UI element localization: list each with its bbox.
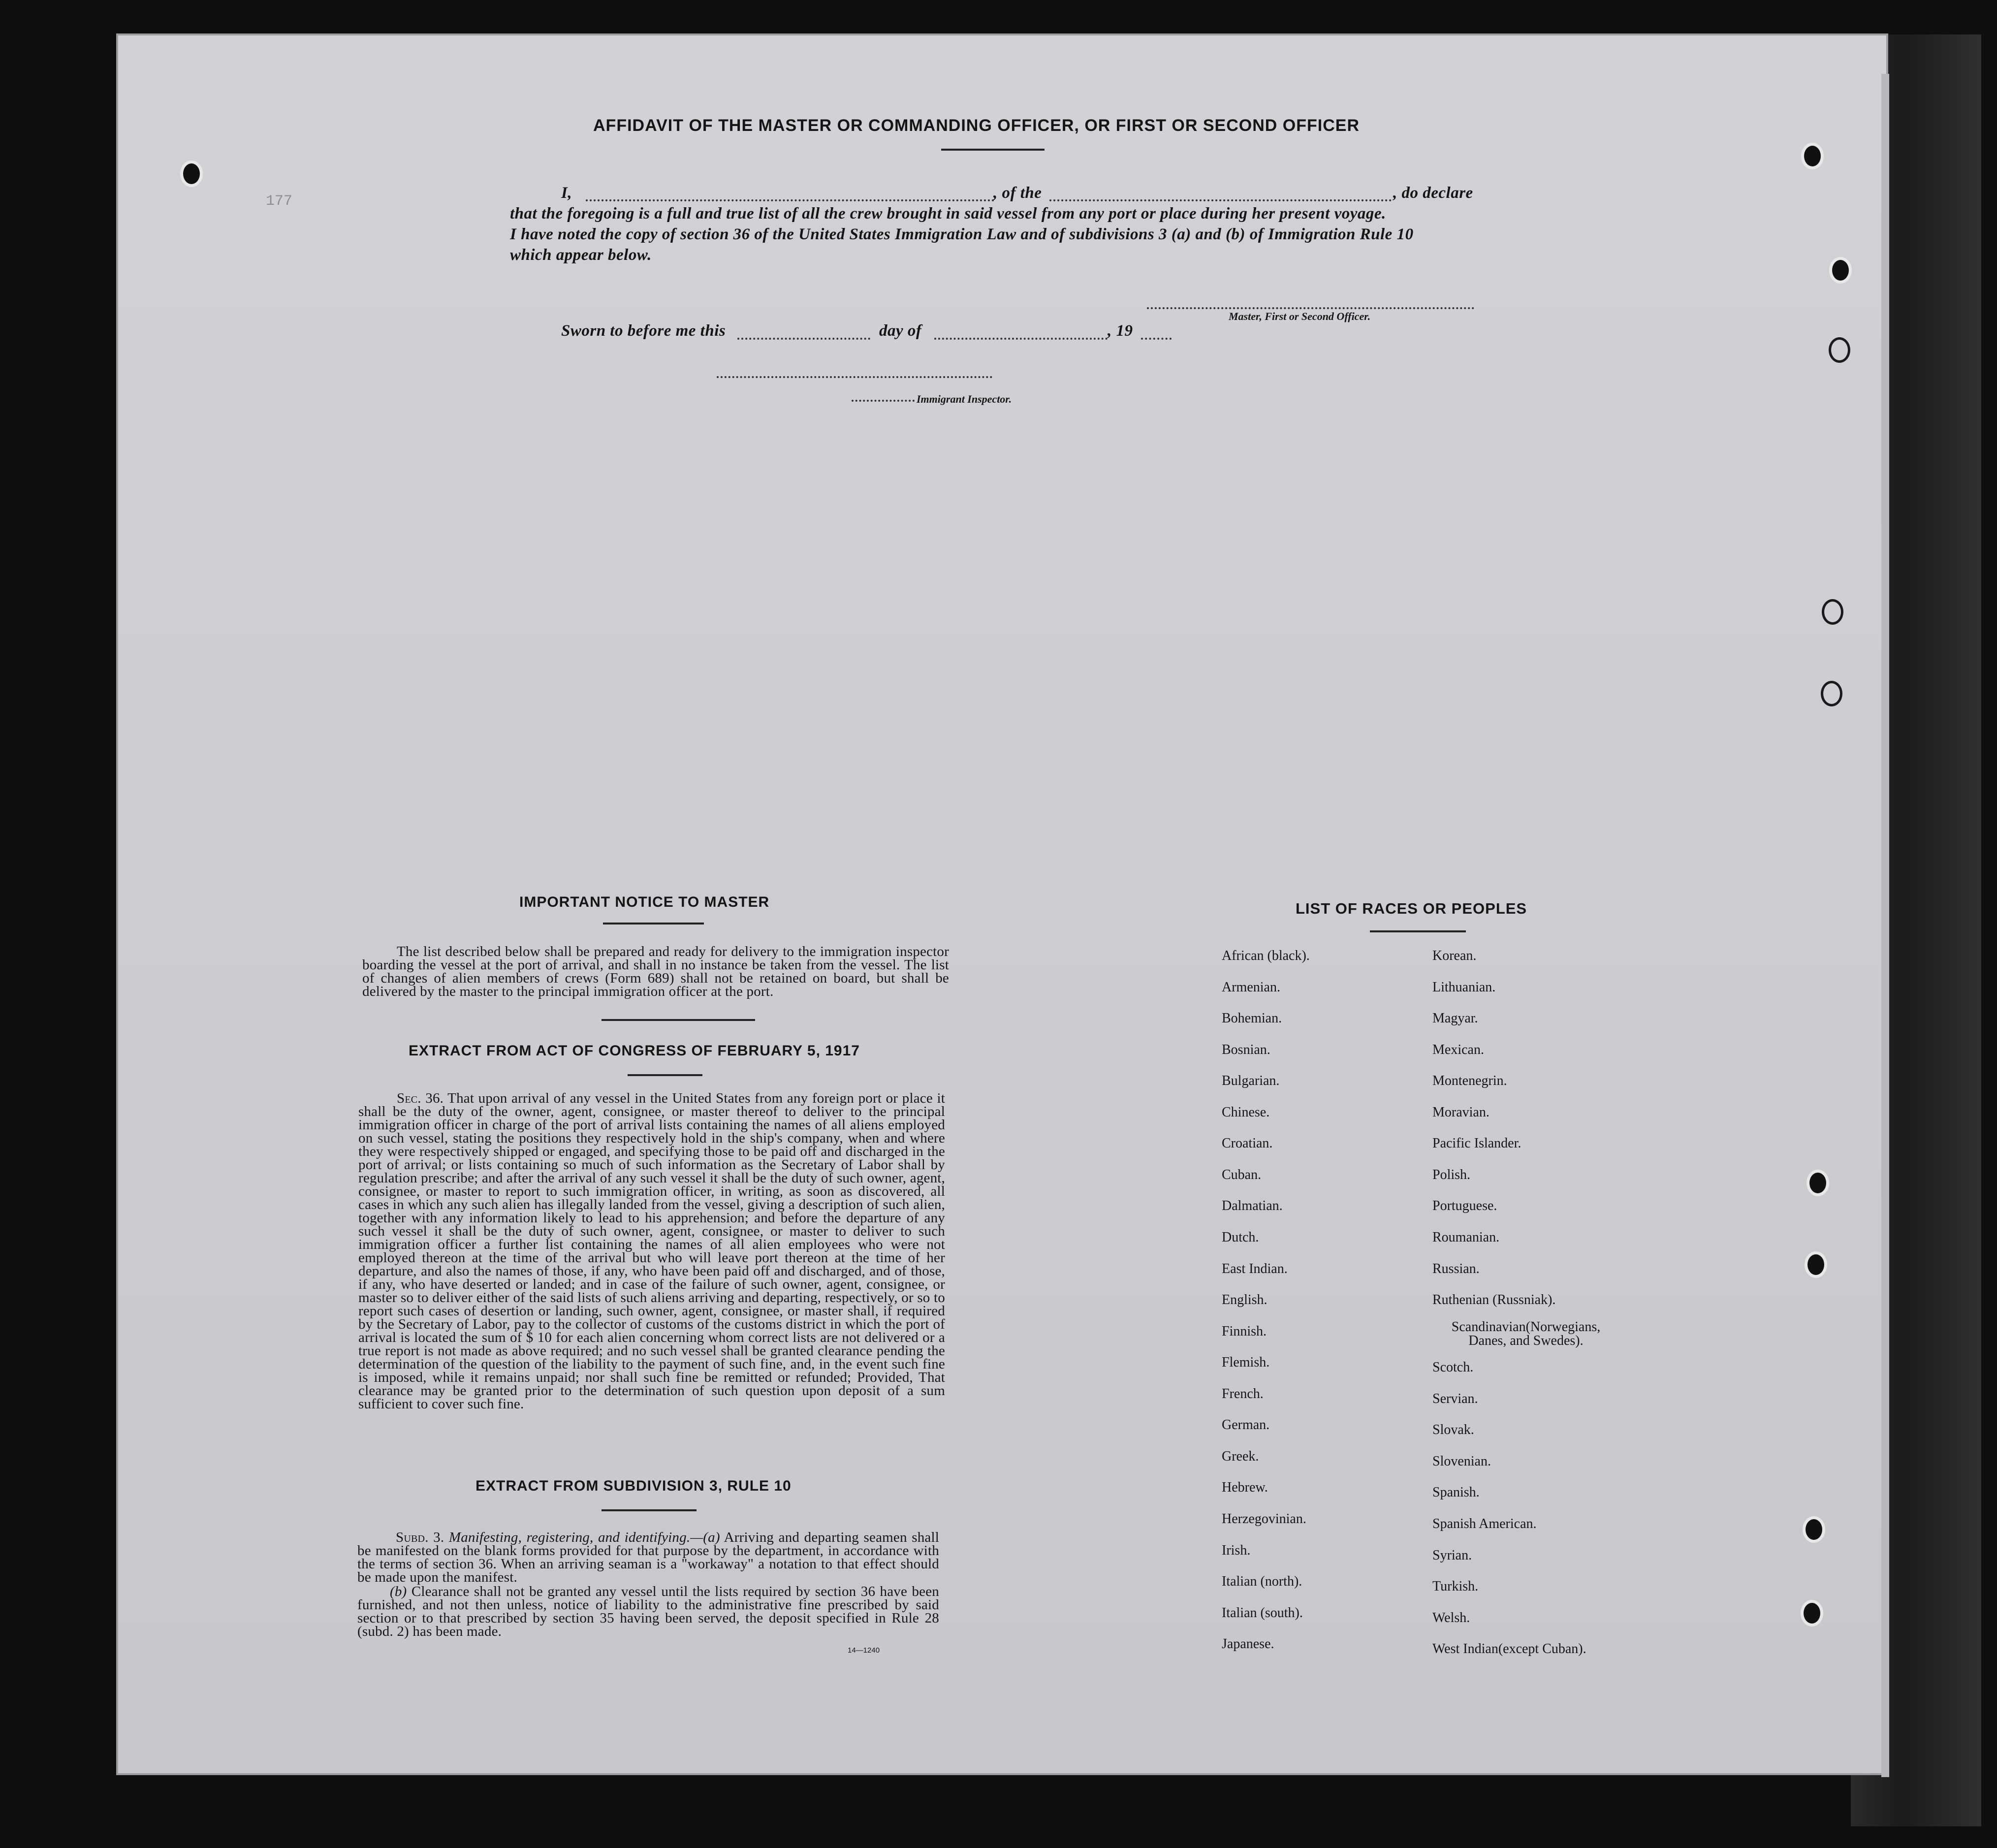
race-item: Slovenian. [1432, 1454, 1491, 1469]
race-item: Magyar. [1432, 1011, 1478, 1026]
race-item: Finnish. [1222, 1324, 1267, 1339]
extract-rule-underline [602, 1509, 697, 1511]
race-item: African (black). [1222, 948, 1310, 963]
race-item: Roumanian. [1432, 1230, 1500, 1245]
race-item: Slovak. [1432, 1422, 1474, 1437]
punch-hole [1832, 260, 1849, 281]
extract-act-text [358, 1092, 945, 1411]
notice-divider [602, 1019, 755, 1021]
punch-hole [1804, 1603, 1820, 1624]
para-b-text: Clearance shall not be granted any vessel until the lists required by section 36 have been furnished, and not then unless, notice of liability to the administrative fine prescribed by said section or to that prescribed by section 35 having been served, the deposit specified in Rule 28 (subd. 2) has been made. [357, 1584, 939, 1639]
race-item: Scotch. [1432, 1360, 1474, 1375]
page-edge-shadow [1881, 74, 1889, 1777]
inspector-label: Immigrant Inspector. [917, 393, 1012, 405]
race-item: East Indian. [1222, 1261, 1288, 1276]
master-signature-label: Master, First or Second Officer. [1229, 310, 1371, 322]
race-item: Herzegovinian. [1222, 1511, 1306, 1527]
notice-text: The list described below shall be prepared and ready for delivery to the immigration inspector boarding the vessel at the port of arrival, and shall in no instance be taken from the vessel. The list of changes of alien members of crews (Form 689) shall not be retained on board, but shall be delivered by the master to the principal immigration officer at the port. [362, 944, 949, 999]
race-item: West Indian(except Cuban). [1432, 1641, 1586, 1657]
race-item: Greek. [1222, 1449, 1259, 1464]
race-item: Turkish. [1432, 1579, 1479, 1594]
document-page [118, 35, 1886, 1773]
race-item: Polish. [1432, 1167, 1471, 1182]
subd-3-text [357, 1531, 939, 1584]
race-item: Japanese. [1222, 1636, 1274, 1652]
race-item: Bulgarian. [1222, 1073, 1280, 1088]
vessel-blank [1049, 199, 1392, 201]
punch-hole [1824, 602, 1841, 622]
race-item: Spanish American. [1432, 1516, 1537, 1531]
race-item: Cuban. [1222, 1167, 1262, 1182]
race-item: Mexican. [1432, 1042, 1484, 1057]
sec-36-text: That upon arrival of any vessel in the United States from any foreign port or place it shall be the duty of the owner, agent, consignee, or master thereof to deliver to the principal immigration officer in charge of the port of arrival lists containing the names of all aliens employed on such vessel, stating the positions they respectively hold in the ship's company, when and where they were respectively shipped or engaged, and specifying those to be paid off and discharged in the port of arrival; or lists containing so much of such information as the Secretary of Labor shall by regulation prescribe; and after the arrival of any such vessel it shall be the duty of such owner, agent, consignee, or master to report to such immigration officer, in writing, as soon as discovered, all cases in which any such alien has illegally landed from the vessel, giving a description of such alien, together with any information likely to lead to his apprehension; and before the departure of any such vessel it shall be the duty of such owner, agent, consignee, or master to deliver to such immigration officer a further list containing the names of all alien employees who were not employed thereon at the time of the arrival but who will leave port thereon at the time of her departure, and also the names of those, if any, who have been paid off and discharged, and of those, if any, who have deserted or landed; and in case of the failure of such owner, agent, consignee, or master so to deliver either of the said lists of such aliens arriving and departing, respectively, or so to report such cases of desertion or landing, such owner, agent, consignee, or master shall, if required by the Secretary of Labor, pay to the collector of customs of the customs district in which the port of arrival is located the sum of $ 10 for each alien concerning whom correct lists are not delivered or a true report is not made as above required; and no such vessel shall be granted clearance pending the determination of the question of the liability to the payment of such fine, and, in the event such fine is imposed, while it remains unpaid; nor shall such fine be remitted or refunded; Provided, That clearance may be granted prior to the determination of such question upon deposit of a sum sufficient to cover such fine. [358, 1090, 945, 1412]
race-item: German. [1222, 1417, 1270, 1433]
race-item: Servian. [1432, 1391, 1478, 1406]
race-item: French. [1222, 1386, 1264, 1402]
form-number: 14—1240 [848, 1646, 880, 1655]
race-item: Armenian. [1222, 980, 1280, 995]
subd-label: Subd. 3. [396, 1529, 444, 1545]
name-blank [586, 199, 994, 201]
race-item: Moravian. [1432, 1105, 1490, 1120]
race-item: Italian (north). [1222, 1574, 1302, 1589]
master-signature-blank [1147, 307, 1474, 309]
race-item: Croatian. [1222, 1136, 1273, 1151]
sworn-day-blank [737, 338, 870, 340]
para-b [357, 1585, 939, 1638]
punch-hole [1806, 1519, 1822, 1540]
notice-underline [603, 923, 704, 924]
races-underline [1370, 930, 1466, 932]
race-item: Welsh. [1432, 1610, 1470, 1625]
punch-hole [1809, 1173, 1826, 1193]
para-a-label: —(a) [690, 1529, 720, 1545]
sworn-month-blank [934, 338, 1108, 340]
race-item: Italian (south). [1222, 1605, 1303, 1621]
para-b-label: (b) [390, 1584, 407, 1599]
sworn-prefix: Sworn to before me this [561, 322, 726, 340]
affidavit-line-3: I have noted the copy of section 36 of the United States Immigration Law and of subdivisions 3 (a) and (b) of Immigration Rule 10 [510, 225, 1414, 243]
race-item: Flemish. [1222, 1355, 1270, 1370]
race-item: Hebrew. [1222, 1480, 1268, 1495]
race-item: Chinese. [1222, 1105, 1270, 1120]
punch-hole [1831, 340, 1848, 360]
race-item: Ruthenian (Russniak). [1432, 1292, 1556, 1307]
race-item: Syrian. [1432, 1548, 1472, 1563]
race-item: English. [1222, 1292, 1268, 1307]
punch-hole [1807, 1254, 1824, 1275]
inspector-label-leader [852, 400, 915, 402]
sworn-day-of: day of [879, 322, 922, 340]
punch-hole [1823, 683, 1840, 704]
race-item: Spanish. [1432, 1485, 1480, 1500]
subd-heading: Manifesting, registering, and identifying. [448, 1529, 691, 1545]
affidavit-line-2: that the foregoing is a full and true list of all the crew brought in said vessel from any port or place during her present voyage. [510, 205, 1386, 223]
sworn-year-blank [1141, 338, 1172, 340]
punch-hole [1804, 146, 1821, 166]
race-item: Lithuanian. [1432, 980, 1496, 995]
sec-label: Sec. 36. [397, 1090, 444, 1106]
race-item: Bosnian. [1222, 1042, 1270, 1057]
sworn-year: , 19 [1108, 322, 1133, 340]
inspector-signature-blank [717, 376, 992, 378]
race-item: Portuguese. [1432, 1198, 1497, 1213]
race-item: Montenegrin. [1432, 1073, 1507, 1088]
race-item: Dutch. [1222, 1230, 1259, 1245]
affidavit-of-the: , of the [993, 184, 1042, 202]
race-item: Russian. [1432, 1261, 1480, 1276]
affidavit-line-4: which appear below. [510, 246, 652, 264]
race-item: Scandinavian(Norwegians, Danes, and Swedes). [1451, 1319, 1601, 1348]
race-item: Pacific Islander. [1432, 1136, 1522, 1151]
extract-rule-title: EXTRACT FROM SUBDIVISION 3, RULE 10 [475, 1478, 792, 1494]
para-a-text: Arriving and departing seamen shall be manifested on the blank forms provided for that purpose by the department, in accordance with the terms of section 36. When an arriving seaman is a "workaway" a notation to that effect should be made upon the manifest. [357, 1529, 939, 1585]
notice-title: IMPORTANT NOTICE TO MASTER [519, 894, 770, 910]
affidavit-i: I, [561, 184, 572, 202]
extract-act-title: EXTRACT FROM ACT OF CONGRESS OF FEBRUARY 5, 1917 [409, 1043, 860, 1059]
races-title: LIST OF RACES OR PEOPLES [1296, 900, 1527, 917]
punch-hole [183, 163, 200, 184]
affidavit-declare: , do declare [1393, 184, 1473, 202]
extract-act-underline [628, 1074, 702, 1076]
race-item: Korean. [1432, 948, 1477, 963]
margin-note: 177 [266, 193, 293, 210]
title-underline [941, 149, 1045, 151]
race-item: Dalmatian. [1222, 1198, 1283, 1213]
race-item: Bohemian. [1222, 1011, 1282, 1026]
affidavit-title: AFFIDAVIT OF THE MASTER OR COMMANDING OFFICER, OR FIRST OR SECOND OFFICER [593, 116, 1360, 135]
race-item: Irish. [1222, 1543, 1251, 1558]
